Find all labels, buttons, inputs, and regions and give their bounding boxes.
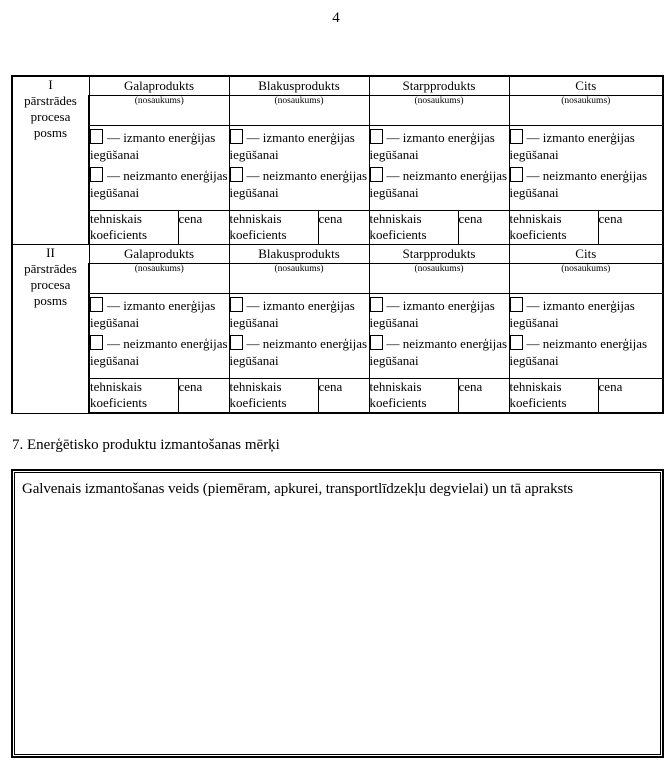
not-uses-energy-label: neizmanto — [123, 336, 178, 351]
section-heading: 7. Enerģētisko produktu izmantošanas mērķi — [12, 437, 280, 453]
dash-symbol: — — [386, 130, 400, 145]
not-uses-energy-checkbox[interactable] — [230, 335, 243, 350]
not-uses-energy-option — [510, 335, 663, 369]
not-uses-energy-option — [90, 335, 229, 369]
uses-energy-label: izmanto — [542, 130, 585, 145]
product-name-field[interactable] — [509, 96, 663, 126]
not-uses-energy-checkbox[interactable] — [230, 167, 243, 182]
dash-symbol: — — [526, 336, 540, 351]
dash-symbol: — — [246, 130, 260, 145]
name-hint: (nosaukums) — [414, 264, 464, 274]
stage-description: pārstrādes procesa posms — [24, 93, 77, 140]
uses-energy-checkbox[interactable] — [510, 129, 523, 144]
uses-energy-label: izmanto — [262, 130, 305, 145]
not-uses-energy-checkbox[interactable] — [370, 335, 383, 350]
uses-energy-option — [510, 129, 663, 163]
coefficient-label: tehniskais koeficients — [90, 379, 148, 410]
technical-coefficient-field[interactable] — [229, 211, 318, 245]
energy-use-options — [369, 126, 509, 211]
dash-symbol: — — [107, 298, 120, 313]
name-hint: (nosaukums) — [561, 264, 611, 274]
name-hint: (nosaukums) — [134, 264, 184, 274]
product-name-field[interactable] — [89, 96, 229, 126]
price-field[interactable] — [598, 211, 663, 245]
name-hint: (nosaukums) — [414, 96, 464, 106]
price-label: cena — [318, 379, 343, 394]
uses-energy-option — [370, 129, 509, 163]
stage-numeral: II — [46, 245, 55, 260]
price-field[interactable] — [458, 211, 509, 245]
column-header: Cits — [509, 245, 663, 264]
dash-symbol: — — [107, 130, 120, 145]
uses-energy-checkbox[interactable] — [370, 129, 383, 144]
energy-label: enerģijas iegūšanai — [369, 130, 495, 162]
energy-label: enerģijas iegūšanai — [229, 168, 368, 200]
not-uses-energy-checkbox[interactable] — [370, 167, 383, 182]
technical-coefficient-field[interactable] — [89, 379, 178, 414]
price-label: cena — [178, 211, 203, 226]
coefficient-label: tehniskais koeficients — [229, 211, 287, 242]
technical-coefficient-field[interactable] — [509, 379, 598, 414]
uses-energy-option — [370, 297, 509, 331]
energy-label: enerģijas iegūšanai — [229, 336, 368, 368]
dash-symbol: — — [246, 336, 260, 351]
energy-label: enerģijas iegūšanai — [509, 336, 648, 368]
energy-use-options — [369, 294, 509, 379]
not-uses-energy-option — [230, 167, 369, 201]
energy-label: enerģijas iegūšanai — [229, 298, 355, 330]
not-uses-energy-option — [510, 167, 663, 201]
price-field[interactable] — [318, 211, 369, 245]
energy-use-options — [89, 294, 229, 379]
purpose-box-title: Galvenais izmantošanas veids (piemēram, apkurei, transportlīdzekļu degvielai) un tā apraksts — [22, 481, 574, 497]
not-uses-energy-label: neizmanto — [542, 168, 597, 183]
page-number: 4 — [332, 10, 340, 26]
uses-energy-option — [90, 297, 229, 331]
energy-label: enerģijas iegūšanai — [509, 298, 635, 330]
price-label: cena — [178, 379, 203, 394]
technical-coefficient-field[interactable] — [369, 211, 458, 245]
price-field[interactable] — [178, 211, 229, 245]
uses-energy-option — [230, 297, 369, 331]
uses-energy-checkbox[interactable] — [230, 129, 243, 144]
energy-label: enerģijas iegūšanai — [90, 336, 228, 368]
column-header: Galaprodukts — [89, 76, 229, 96]
dash-symbol: — — [246, 168, 260, 183]
name-hint: (nosaukums) — [274, 96, 324, 106]
price-field[interactable] — [598, 379, 663, 414]
not-uses-energy-label: neizmanto — [262, 336, 317, 351]
not-uses-energy-option — [230, 335, 369, 369]
dash-symbol: — — [107, 168, 120, 183]
uses-energy-label: izmanto — [542, 298, 585, 313]
uses-energy-option — [230, 129, 369, 163]
price-label: cena — [598, 379, 623, 394]
uses-energy-checkbox[interactable] — [230, 297, 243, 312]
dash-symbol: — — [107, 336, 120, 351]
name-hint: (nosaukums) — [134, 96, 184, 106]
technical-coefficient-field[interactable] — [229, 379, 318, 414]
energy-label: enerģijas iegūšanai — [90, 168, 228, 200]
product-name-field[interactable] — [229, 96, 369, 126]
energy-use-options — [229, 126, 369, 211]
uses-energy-checkbox[interactable] — [90, 129, 103, 144]
stage-numeral: I — [48, 77, 53, 92]
product-name-field[interactable] — [369, 264, 509, 294]
uses-energy-label: izmanto — [123, 298, 166, 313]
not-uses-energy-label: neizmanto — [123, 168, 178, 183]
uses-energy-option — [510, 297, 663, 331]
coefficient-label: tehniskais koeficients — [90, 211, 148, 242]
energy-label: enerģijas iegūšanai — [369, 298, 495, 330]
technical-coefficient-field[interactable] — [369, 379, 458, 414]
uses-energy-label: izmanto — [262, 298, 305, 313]
price-field[interactable] — [318, 379, 369, 414]
uses-energy-checkbox[interactable] — [370, 297, 383, 312]
energy-label: enerģijas iegūšanai — [369, 168, 508, 200]
not-uses-energy-option — [370, 167, 509, 201]
dash-symbol: — — [526, 298, 540, 313]
price-label: cena — [458, 379, 483, 394]
not-uses-energy-option — [370, 335, 509, 369]
price-field[interactable] — [458, 379, 509, 414]
column-header: Cits — [509, 76, 663, 96]
stage-description: pārstrādes procesa posms — [24, 261, 77, 308]
processing-stages-table — [11, 75, 664, 414]
uses-energy-label: izmanto — [402, 298, 445, 313]
coefficient-label: tehniskais koeficients — [229, 379, 287, 410]
column-header: Blakusprodukts — [229, 245, 369, 264]
column-header: Starpprodukts — [369, 245, 509, 264]
name-hint: (nosaukums) — [274, 264, 324, 274]
energy-label: enerģijas iegūšanai — [90, 130, 216, 162]
dash-symbol: — — [386, 168, 400, 183]
stage-label — [12, 76, 89, 245]
uses-energy-option — [90, 129, 229, 163]
not-uses-energy-checkbox[interactable] — [90, 167, 103, 182]
coefficient-label: tehniskais koeficients — [369, 379, 427, 410]
technical-coefficient-field[interactable] — [89, 211, 178, 245]
not-uses-energy-checkbox[interactable] — [90, 335, 103, 350]
energy-use-options — [229, 294, 369, 379]
energy-label: enerģijas iegūšanai — [229, 130, 355, 162]
energy-label: enerģijas iegūšanai — [509, 130, 635, 162]
energy-use-options — [89, 126, 229, 211]
uses-energy-label: izmanto — [402, 130, 445, 145]
energy-label: enerģijas iegūšanai — [90, 298, 216, 330]
price-field[interactable] — [178, 379, 229, 414]
purpose-description-box[interactable] — [11, 469, 664, 758]
product-name-field[interactable] — [369, 96, 509, 126]
coefficient-label: tehniskais koeficients — [509, 379, 567, 410]
energy-use-options — [509, 126, 663, 211]
dash-symbol: — — [386, 298, 400, 313]
column-header: Starpprodukts — [369, 76, 509, 96]
technical-coefficient-field[interactable] — [509, 211, 598, 245]
uses-energy-label: izmanto — [123, 130, 166, 145]
column-header: Blakusprodukts — [229, 76, 369, 96]
dash-symbol: — — [246, 298, 260, 313]
dash-symbol: — — [526, 168, 540, 183]
dash-symbol: — — [526, 130, 540, 145]
energy-label: enerģijas iegūšanai — [369, 336, 508, 368]
stage-label — [12, 245, 89, 414]
not-uses-energy-checkbox[interactable] — [510, 335, 523, 350]
name-hint: (nosaukums) — [561, 96, 611, 106]
not-uses-energy-checkbox[interactable] — [510, 167, 523, 182]
product-name-field[interactable] — [509, 264, 663, 294]
price-label: cena — [458, 211, 483, 226]
energy-use-options — [509, 294, 663, 379]
not-uses-energy-label: neizmanto — [402, 168, 457, 183]
not-uses-energy-label: neizmanto — [542, 336, 597, 351]
coefficient-label: tehniskais koeficients — [509, 211, 567, 242]
uses-energy-checkbox[interactable] — [90, 297, 103, 312]
not-uses-energy-option — [90, 167, 229, 201]
coefficient-label: tehniskais koeficients — [369, 211, 427, 242]
dash-symbol: — — [386, 336, 400, 351]
not-uses-energy-label: neizmanto — [402, 336, 457, 351]
price-label: cena — [598, 211, 623, 226]
energy-label: enerģijas iegūšanai — [509, 168, 648, 200]
uses-energy-checkbox[interactable] — [510, 297, 523, 312]
product-name-field[interactable] — [229, 264, 369, 294]
price-label: cena — [318, 211, 343, 226]
product-name-field[interactable] — [89, 264, 229, 294]
column-header: Galaprodukts — [89, 245, 229, 264]
not-uses-energy-label: neizmanto — [262, 168, 317, 183]
